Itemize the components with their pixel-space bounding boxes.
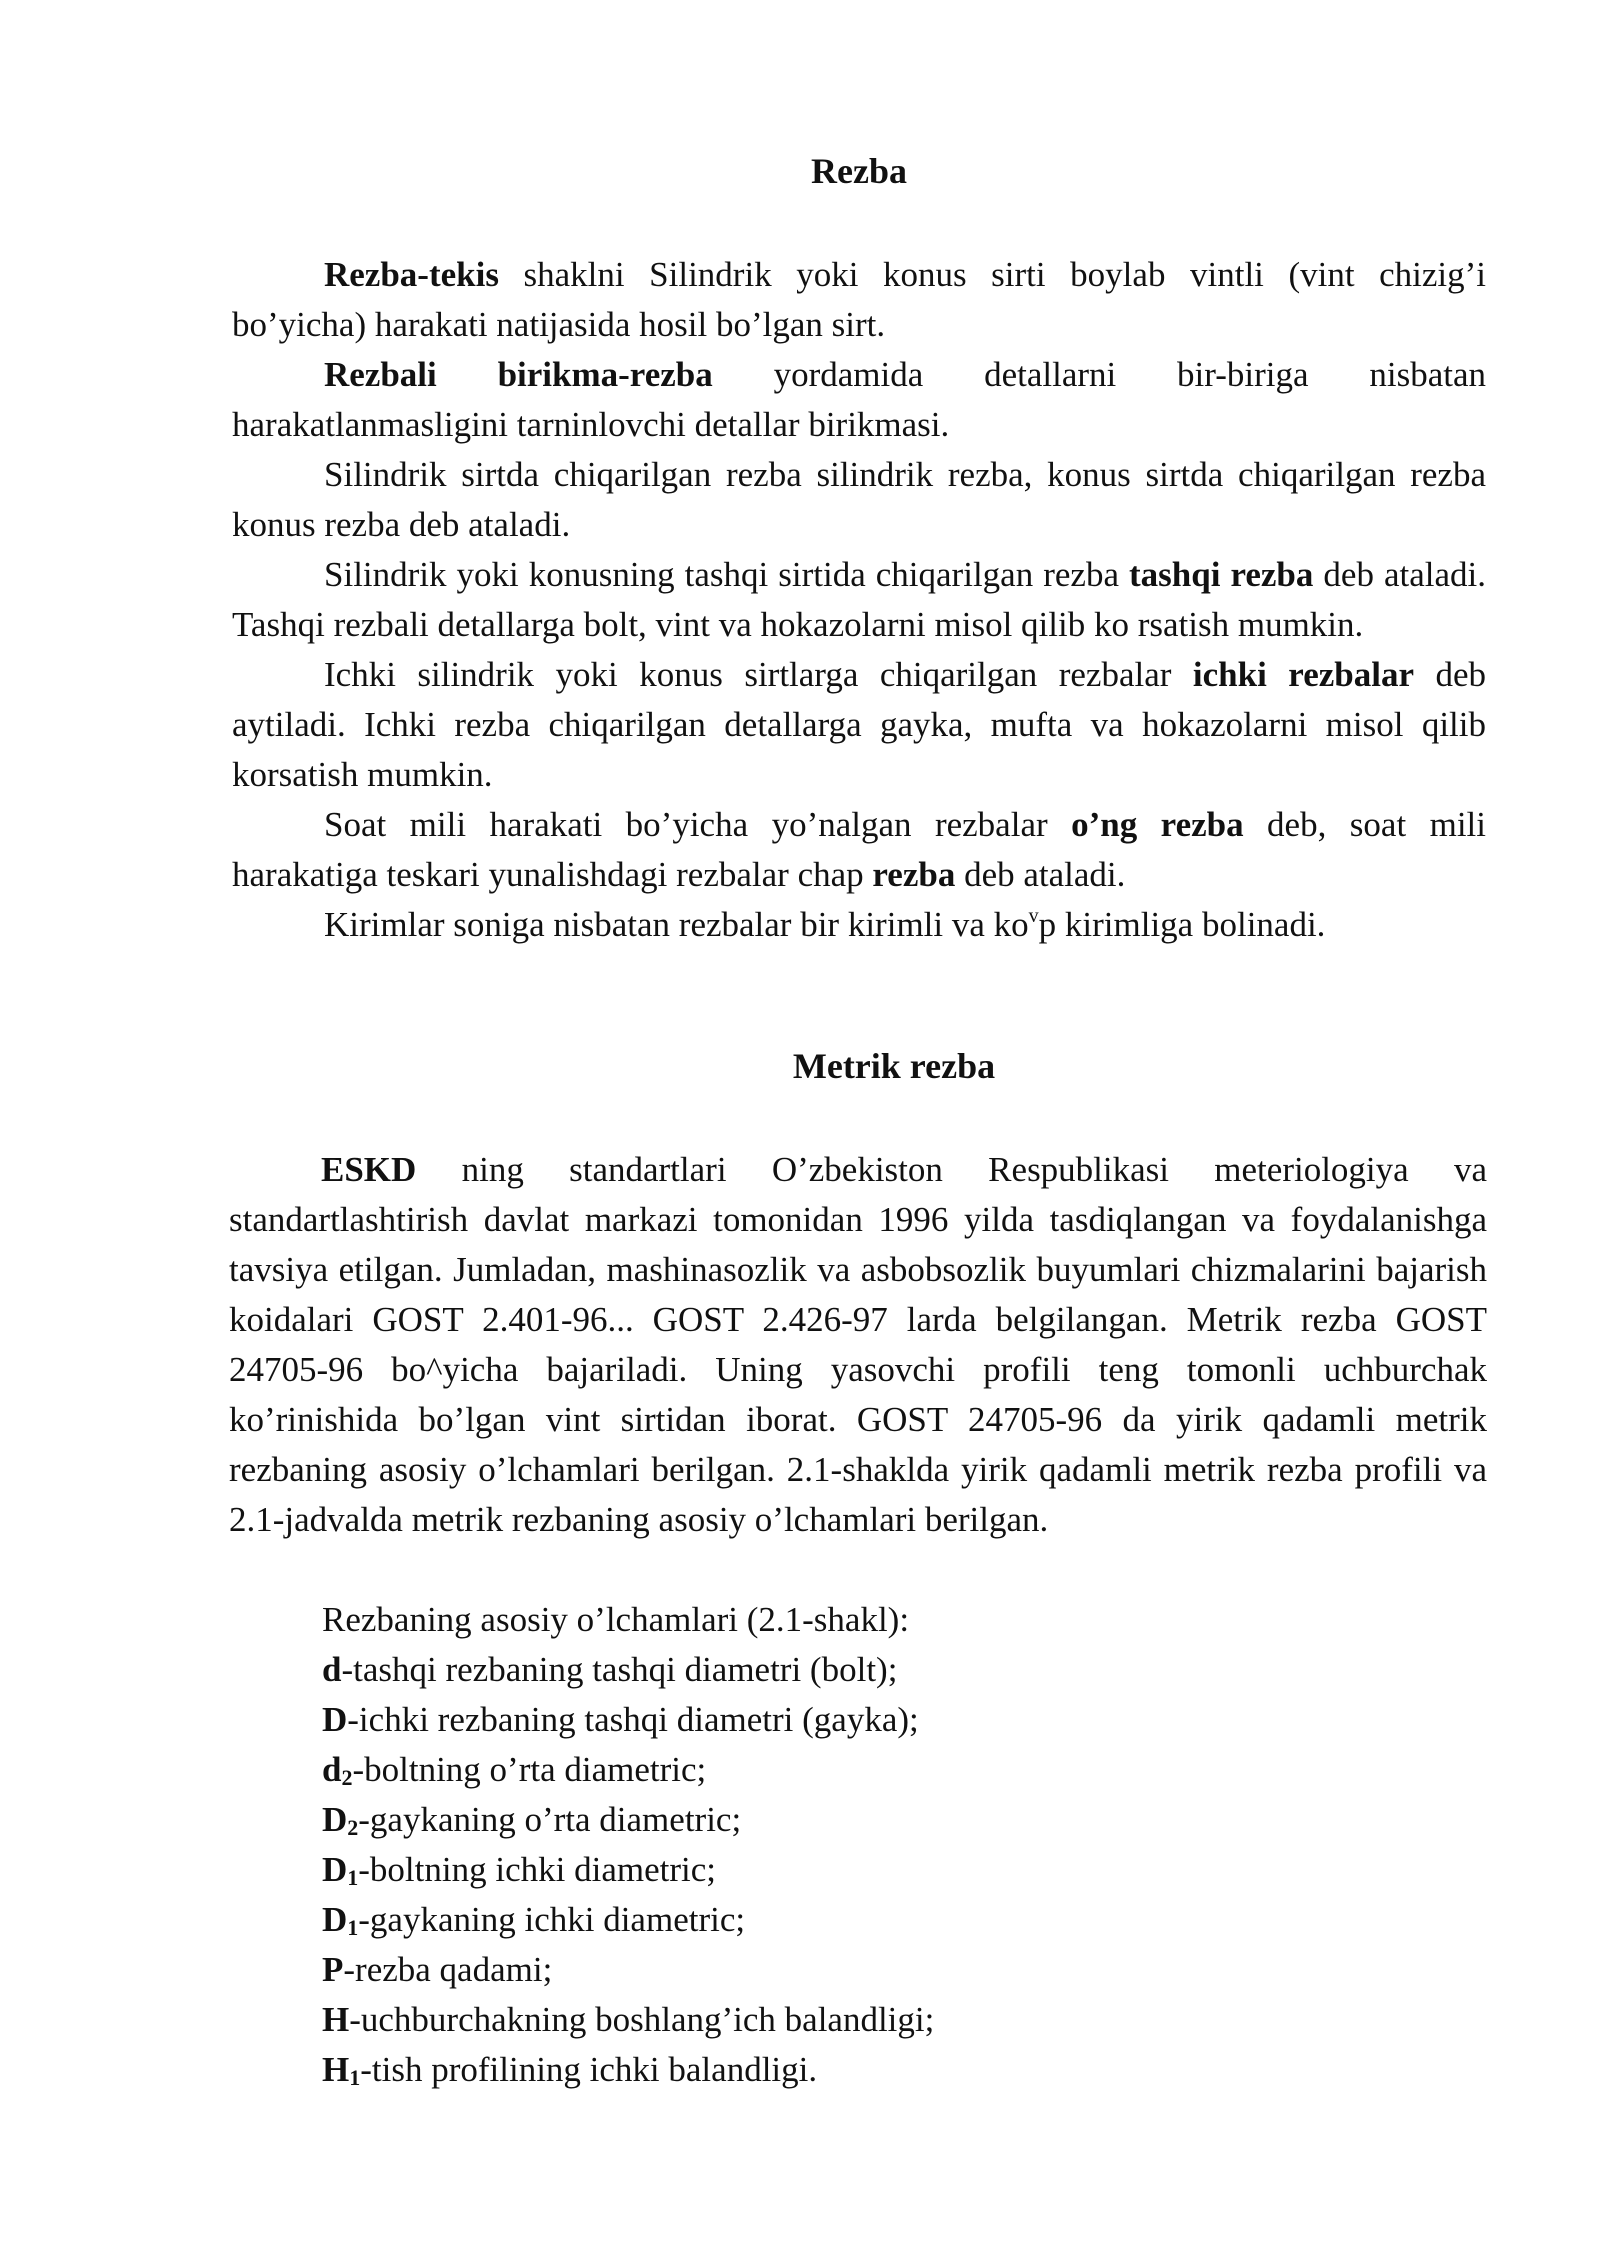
section-metrik-rezba-body	[229, 1145, 1487, 1545]
dimension-list	[322, 1595, 934, 2095]
paragraph-text: ning standartlari O’zbekiston Respublikasi meteriologiya va standartlashtirish davlat markazi tomonidan 1996 yilda tasdiqlangan va foydalanishga tavsiya etilgan. Jumladan, mashinasozlik va asbobsozlik buyumlari chizmalarini bajarish koidalari GOST 2.401-96... GOST 2.426-97 larda belgilangan. Metrik rezba GOST 24705-96 bo^yicha bajariladi. Uning yasovchi profili teng tomonli uchburchak ko’rinishida bo’lgan vint sirtidan iborat. GOST 24705-96 da yirik qadamli metrik rezbaning asosiy o’lchamlari berilgan. 2.1-shaklda yirik qadamli metrik rezba profili va 2.1-jadvalda metrik rezbaning asosiy o’lchamlari berilgan.	[229, 1150, 1487, 1539]
paragraph-text: Silindrik sirtda chiqarilgan rezba silindrik rezba, konus sirtda chiqarilgan rezba konus rezba deb ataladi.	[232, 455, 1486, 544]
list-item	[322, 1795, 934, 1845]
symbol: D	[322, 1850, 348, 1889]
list-item	[322, 2045, 934, 2095]
definition: -boltning o’rta diametric;	[352, 1750, 707, 1789]
paragraph-text: Soat mili harakati bo’yicha yo’nalgan rezbalar	[324, 805, 1072, 844]
symbol: d	[322, 1650, 342, 1689]
term-rezba: rezba	[872, 855, 956, 894]
symbol: H	[322, 2000, 350, 2039]
section-title-metrik-rezba: Metrik rezba	[792, 1046, 996, 1086]
paragraph-text: p kirimliga bolinadi.	[1038, 905, 1326, 944]
term-ong-rezba: o’ng rezba	[1071, 805, 1244, 844]
list-item	[322, 1895, 934, 1945]
paragraph-text: Kirimlar soniga nisbatan rezbalar bir kirimli va ko	[324, 905, 1029, 944]
paragraph-text: shaklni Silindrik yoki konus sirti boylab vintli (vint chizig’i bo’yicha) harakati natijasida hosil bo’lgan sirt.	[232, 255, 1486, 344]
paragraph-text: yordamida detallarni bir-biriga nisbatan harakatlanmasligini tarninlovchi detallar birikmasi.	[232, 355, 1486, 444]
paragraph-text: Ichki silindrik yoki konus sirtlarga chiqarilgan rezbalar	[324, 655, 1193, 694]
list-item	[322, 1845, 934, 1895]
list-item	[322, 1745, 934, 1795]
section-title-rezba: Rezba	[811, 151, 907, 191]
subscript: 2	[347, 1815, 359, 1840]
symbol: D	[322, 1900, 348, 1939]
list-item	[322, 1995, 934, 2045]
definition: -uchburchakning boshlang’ich balandligi;	[349, 2000, 935, 2039]
symbol: H	[322, 2050, 350, 2089]
term-rezbali-birikma: Rezbali birikma-rezba	[324, 355, 713, 394]
symbol: D	[322, 1800, 348, 1839]
definition: -gaykaning ichki diametric;	[358, 1900, 746, 1939]
list-item	[322, 1645, 934, 1695]
term-eskd: ESKD	[321, 1150, 417, 1189]
paragraph-ichki-rezba	[232, 650, 1486, 800]
list-caption: Rezbaning asosiy o’lchamlari (2.1-shakl):	[322, 1600, 910, 1639]
paragraph-text: deb ataladi. Tashqi rezbali detallarga bolt, vint va hokazolarni misol qilib ko rsatish mumkin.	[232, 555, 1486, 644]
paragraph-silindrik-konus	[232, 450, 1486, 550]
paragraph-ong-chap-rezba	[232, 800, 1486, 900]
symbol: D	[322, 1700, 348, 1739]
term-tashqi-rezba: tashqi rezba	[1129, 555, 1314, 594]
superscript-mark: v	[1028, 905, 1039, 927]
definition: -ichki rezbaning tashqi diametri (gayka);	[347, 1700, 919, 1739]
subscript: 1	[347, 1865, 359, 1890]
section-rezba-body	[232, 250, 1486, 950]
paragraph-text: deb aytiladi. Ichki rezba chiqarilgan detallarga gayka, mufta va hokazolarni misol qilib korsatish mumkin.	[232, 655, 1487, 794]
symbol: d	[322, 1750, 342, 1789]
subscript: 1	[349, 2065, 361, 2090]
definition: -gaykaning o’rta diametric;	[358, 1800, 742, 1839]
list-item	[322, 1945, 934, 1995]
paragraph-rezbali-birikma	[232, 350, 1486, 450]
list-item	[322, 1695, 934, 1745]
subscript: 2	[341, 1765, 353, 1790]
paragraph-tashqi-rezba	[232, 550, 1486, 650]
paragraph-eskd	[229, 1145, 1487, 1545]
term-rezba-tekis: Rezba-tekis	[324, 255, 499, 294]
term-ichki-rezbalar: ichki rezbalar	[1192, 655, 1414, 694]
paragraph-kirimlar	[232, 900, 1486, 950]
definition: -tish profilining ichki balandligi.	[360, 2050, 818, 2089]
paragraph-text: deb, soat mili harakatiga teskari yunalishdagi rezbalar chap	[232, 805, 1487, 894]
definition: -tashqi rezbaning tashqi diametri (bolt);	[341, 1650, 898, 1689]
paragraph-rezba-tekis	[232, 250, 1486, 350]
definition: -boltning ichki diametric;	[358, 1850, 716, 1889]
symbol: P	[322, 1950, 344, 1989]
paragraph-text: deb ataladi.	[955, 855, 1126, 894]
paragraph-text: Silindrik yoki konusning tashqi sirtida chiqarilgan rezba	[324, 555, 1129, 594]
subscript: 1	[347, 1915, 359, 1940]
definition: -rezba qadami;	[343, 1950, 553, 1989]
